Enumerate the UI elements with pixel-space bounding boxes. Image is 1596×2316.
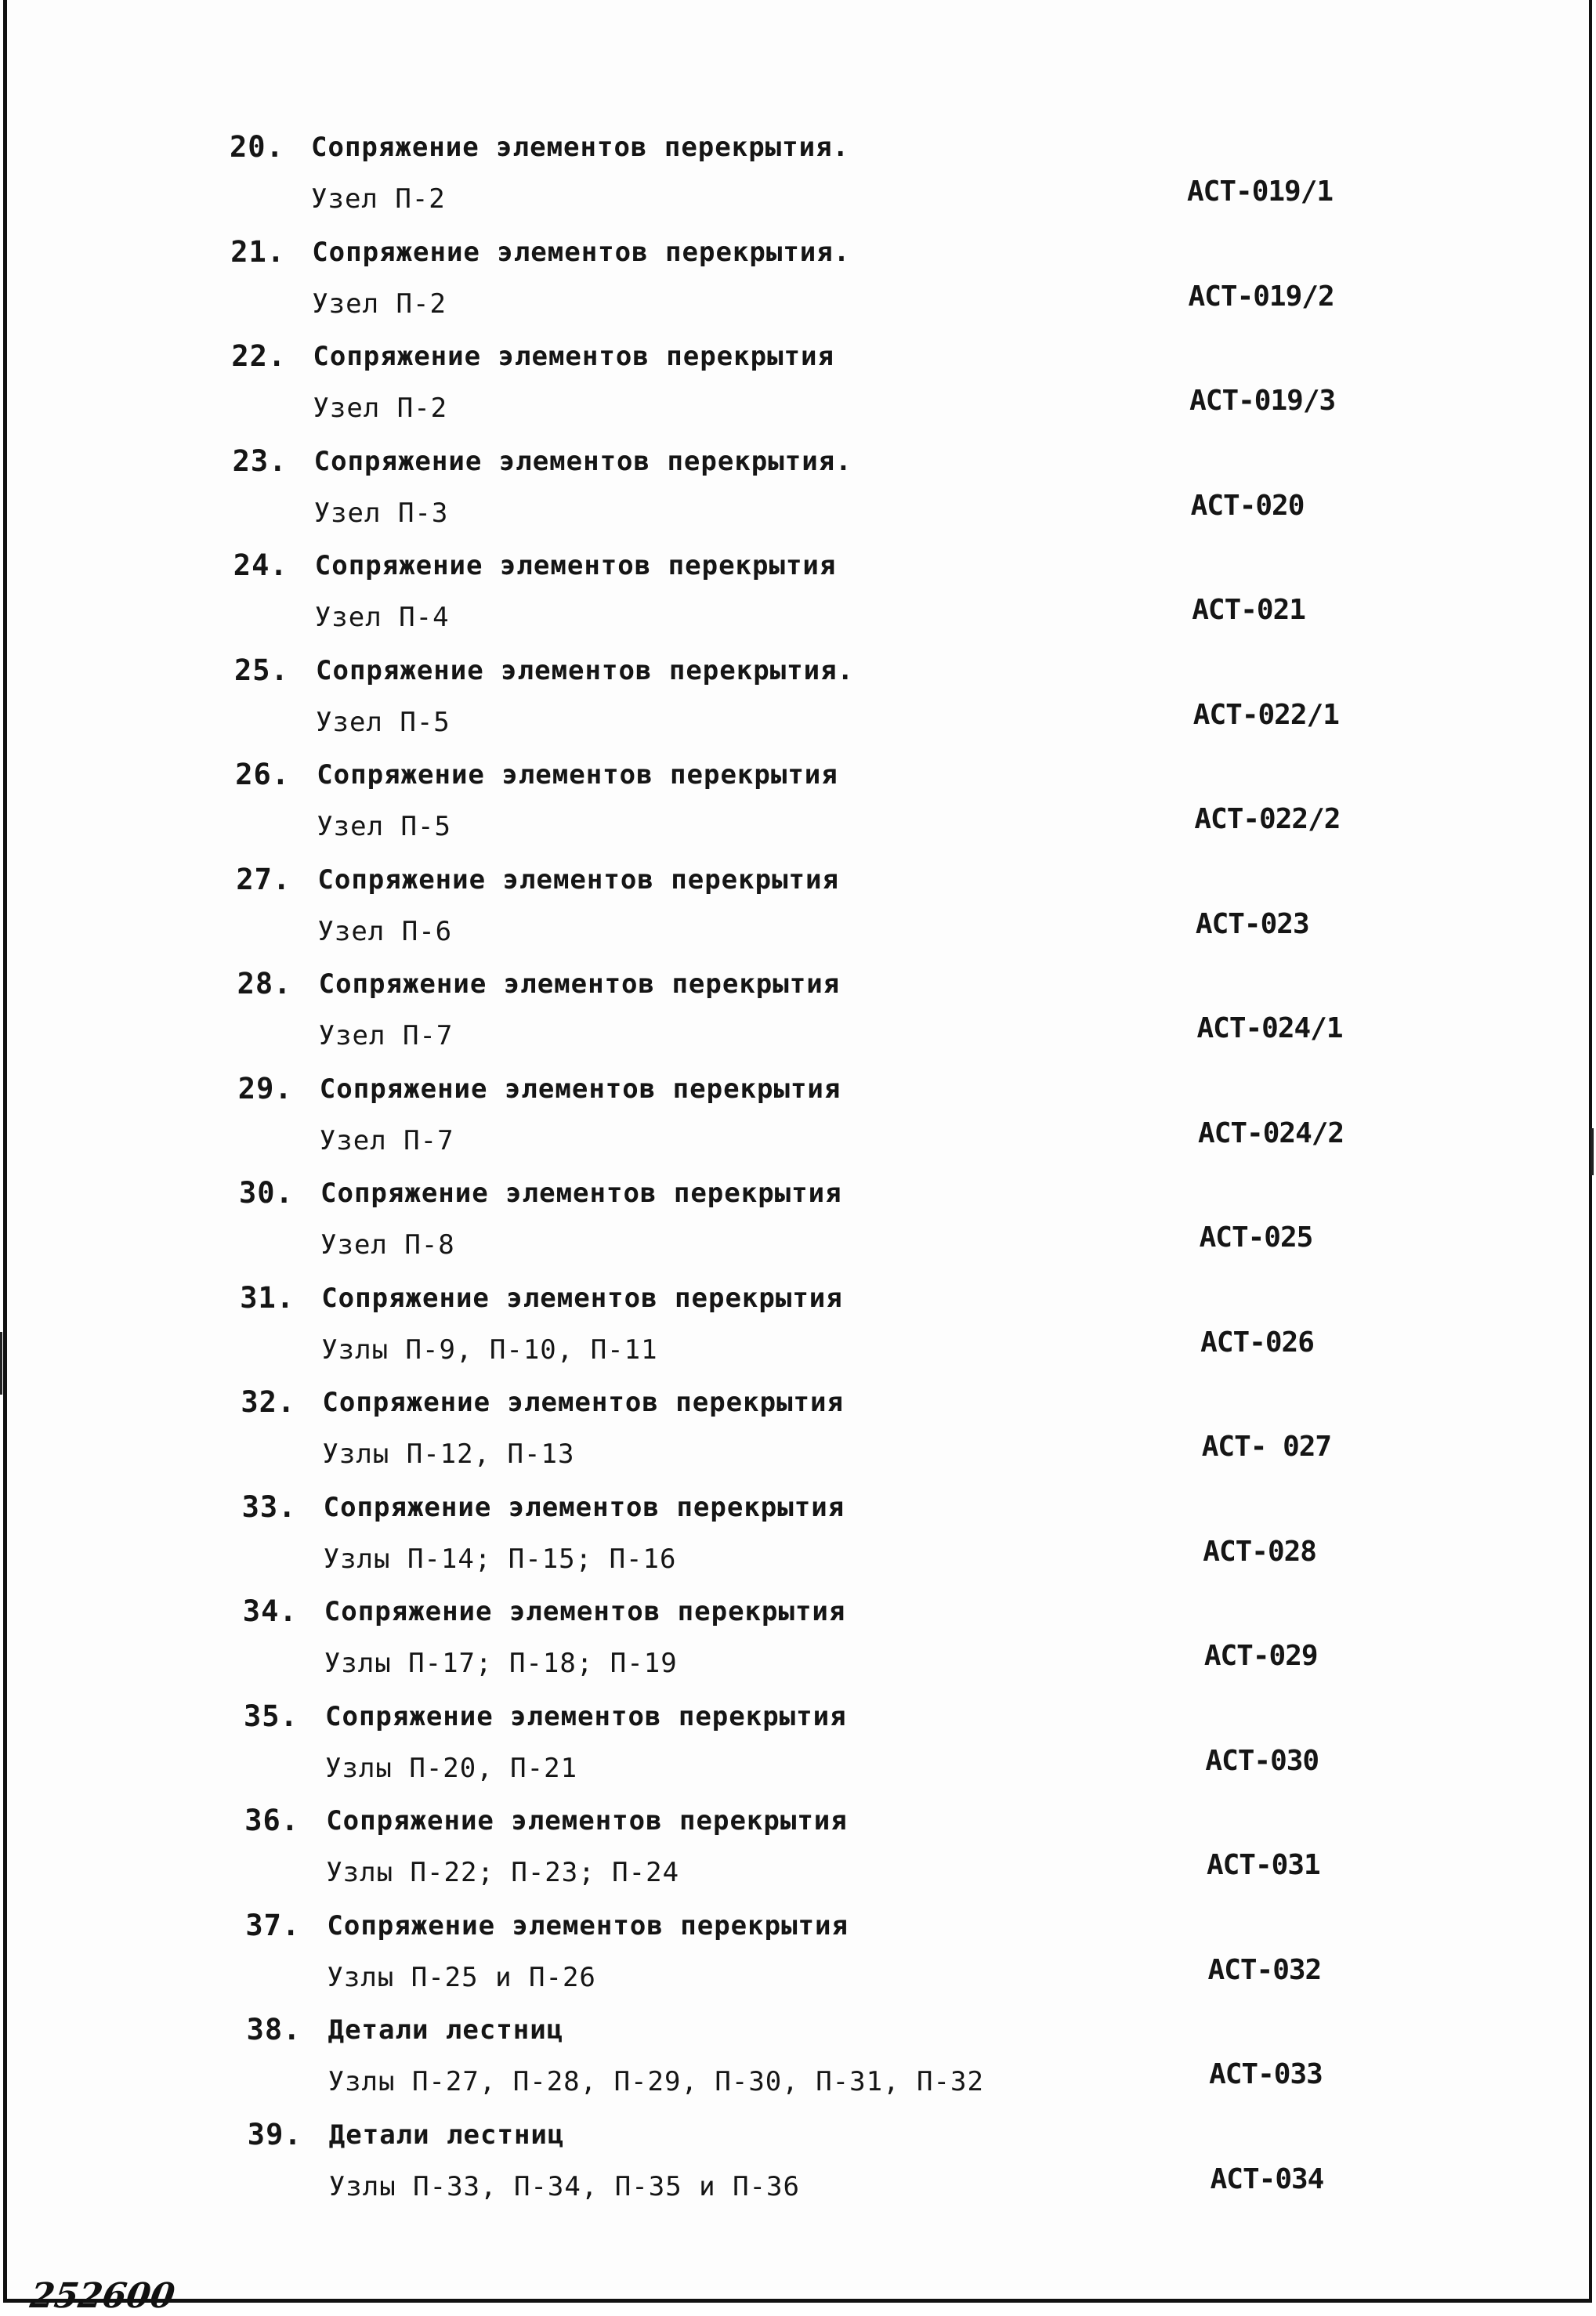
list-item [7, 1280, 1589, 1369]
entry-number: 33. [241, 1489, 297, 1524]
drawing-code: АСТ-025 [1199, 1221, 1313, 1254]
entry-title: Сопряжение элементов перекрытия [322, 1387, 844, 1418]
list-item [7, 443, 1589, 532]
drawing-code: АСТ-029 [1203, 1640, 1318, 1672]
entry-number: 23. [232, 443, 288, 478]
entry-number: 24. [233, 548, 288, 582]
entry-title: Сопряжение элементов перекрытия [324, 1596, 846, 1627]
drawing-code: АСТ-028 [1203, 1535, 1316, 1568]
entry-number: 21. [230, 234, 286, 269]
entry-title: Сопряжение элементов перекрытия. [312, 236, 851, 268]
entry-number: 28. [237, 967, 292, 1001]
entry-node-label: Узлы П-14; П-15; П-16 [323, 1543, 677, 1575]
entry-number: 31. [240, 1280, 295, 1315]
entry-title: Детали лестниц [328, 2014, 564, 2046]
list-item [7, 1910, 1589, 1996]
drawing-code: АСТ-020 [1190, 489, 1305, 522]
entry-node-label: Узел П-5 [316, 706, 451, 738]
drawing-code: АСТ-023 [1195, 907, 1309, 940]
inventory-number: 252600 [27, 2276, 178, 2316]
entry-title: Сопряжение элементов перекрытия [317, 863, 839, 896]
entry-node-label: Узел П-5 [317, 811, 451, 842]
drawing-code: АСТ-024/1 [1196, 1012, 1343, 1044]
drawing-code: АСТ-022/1 [1192, 698, 1339, 731]
document-sheet [3, 0, 1592, 2316]
entry-title: Сопряжение элементов перекрытия. [311, 132, 850, 163]
entry-node-label: Узел П-7 [319, 1124, 454, 1156]
entry-title: Сопряжение элементов перекрытия [321, 1282, 843, 1314]
scan-edge-mark [1591, 1128, 1594, 1175]
drawing-code: АСТ-026 [1200, 1326, 1314, 1359]
list-item [7, 864, 1589, 950]
entry-title: Сопряжение элементов перекрытия [317, 759, 838, 791]
list-item [7, 1489, 1589, 1578]
entry-number: 34. [242, 1594, 298, 1628]
drawing-code: АСТ-032 [1207, 1953, 1322, 1986]
list-item [7, 1178, 1589, 1264]
list-item [7, 1387, 1589, 1473]
list-item [7, 1701, 1589, 1787]
list-item [7, 2014, 1589, 2101]
list-item [7, 2119, 1589, 2206]
entry-node-label: Узел П-2 [312, 288, 447, 320]
drawing-code: АСТ-019/1 [1187, 176, 1334, 208]
list-item [7, 655, 1589, 741]
entry-number: 32. [241, 1385, 296, 1419]
drawing-code: АСТ-024/2 [1198, 1116, 1344, 1149]
list-item [7, 234, 1589, 323]
entry-number: 29. [237, 1071, 293, 1106]
entry-title: Сопряжение элементов перекрытия [326, 1805, 848, 1837]
list-item [7, 1073, 1589, 1160]
entry-node-label: Узел П-3 [313, 497, 449, 529]
list-item [7, 1596, 1589, 1682]
entry-node-label: Узлы П-12, П-13 [322, 1438, 575, 1470]
drawing-code: АСТ-031 [1206, 1849, 1320, 1881]
drawing-code: АСТ- 027 [1201, 1431, 1332, 1463]
entry-node-label: Узлы П-25 и П-26 [327, 1961, 596, 1993]
entry-title: Сопряжение элементов перекрытия [313, 341, 834, 372]
entry-number: 26. [235, 758, 291, 791]
entry-title: Сопряжение элементов перекрытия [323, 1491, 845, 1523]
entry-title: Детали лестниц [328, 2119, 565, 2151]
entry-number: 36. [244, 1804, 300, 1837]
entry-title: Сопряжение элементов перекрытия [327, 1909, 849, 1941]
entry-number: 20. [230, 130, 284, 164]
drawing-code: АСТ-030 [1205, 1744, 1319, 1777]
entry-title: Сопряжение элементов перекрытия. [316, 654, 855, 686]
list-item [7, 341, 1589, 427]
entry-title: Сопряжение элементов перекрытия [325, 1700, 847, 1732]
entry-number: 27. [236, 862, 291, 896]
entry-number: 39. [247, 2117, 302, 2151]
entry-node-label: Узлы П-33, П-34, П-35 и П-36 [328, 2170, 800, 2202]
entry-node-label: Узел П-4 [314, 602, 450, 633]
list-item [7, 1805, 1589, 1891]
entry-node-label: Узел П-2 [311, 183, 446, 215]
list-item [7, 968, 1589, 1055]
drawing-code: АСТ-034 [1210, 2162, 1324, 2195]
scan-edge-mark [0, 1332, 2, 1395]
entry-number: 25. [234, 653, 289, 687]
list-item [7, 759, 1589, 845]
drawing-code: АСТ-022/2 [1194, 803, 1341, 835]
entry-number: 35. [244, 1699, 299, 1733]
entry-node-label: Узлы П-22; П-23; П-24 [326, 1857, 680, 1888]
entry-node-label: Узлы П-17; П-18; П-19 [324, 1648, 678, 1679]
drawing-code: АСТ-021 [1192, 594, 1305, 626]
entry-title: Сопряжение элементов перекрытия [314, 550, 837, 581]
entry-node-label: Узлы П-9, П-10, П-11 [321, 1334, 658, 1366]
entry-title: Сопряжение элементов перекрытия [320, 1178, 842, 1209]
list-item [7, 550, 1589, 636]
drawing-code: АСТ-019/2 [1188, 280, 1334, 313]
entry-node-label: Узел П-7 [318, 1020, 454, 1051]
drawing-code: АСТ-033 [1209, 2058, 1323, 2090]
entry-node-label: Узел П-8 [320, 1229, 455, 1261]
list-item [7, 132, 1589, 218]
entry-number: 22. [231, 339, 287, 373]
entry-title: Сопряжение элементов перекрытия [318, 968, 841, 1000]
entry-node-label: Узел П-6 [317, 915, 453, 947]
entry-number: 37. [245, 1908, 301, 1942]
entry-title: Сопряжение элементов перекрытия [319, 1073, 841, 1105]
entry-number: 30. [239, 1176, 294, 1210]
entry-node-label: Узлы П-27, П-28, П-29, П-30, П-31, П-32 [328, 2066, 984, 2097]
entry-node-label: Узел П-2 [313, 393, 448, 424]
entry-title: Сопряжение элементов перекрытия. [313, 445, 852, 477]
entry-number: 38. [246, 2013, 302, 2046]
entry-node-label: Узлы П-20, П-21 [325, 1752, 578, 1784]
drawing-code: АСТ-019/3 [1189, 385, 1336, 417]
